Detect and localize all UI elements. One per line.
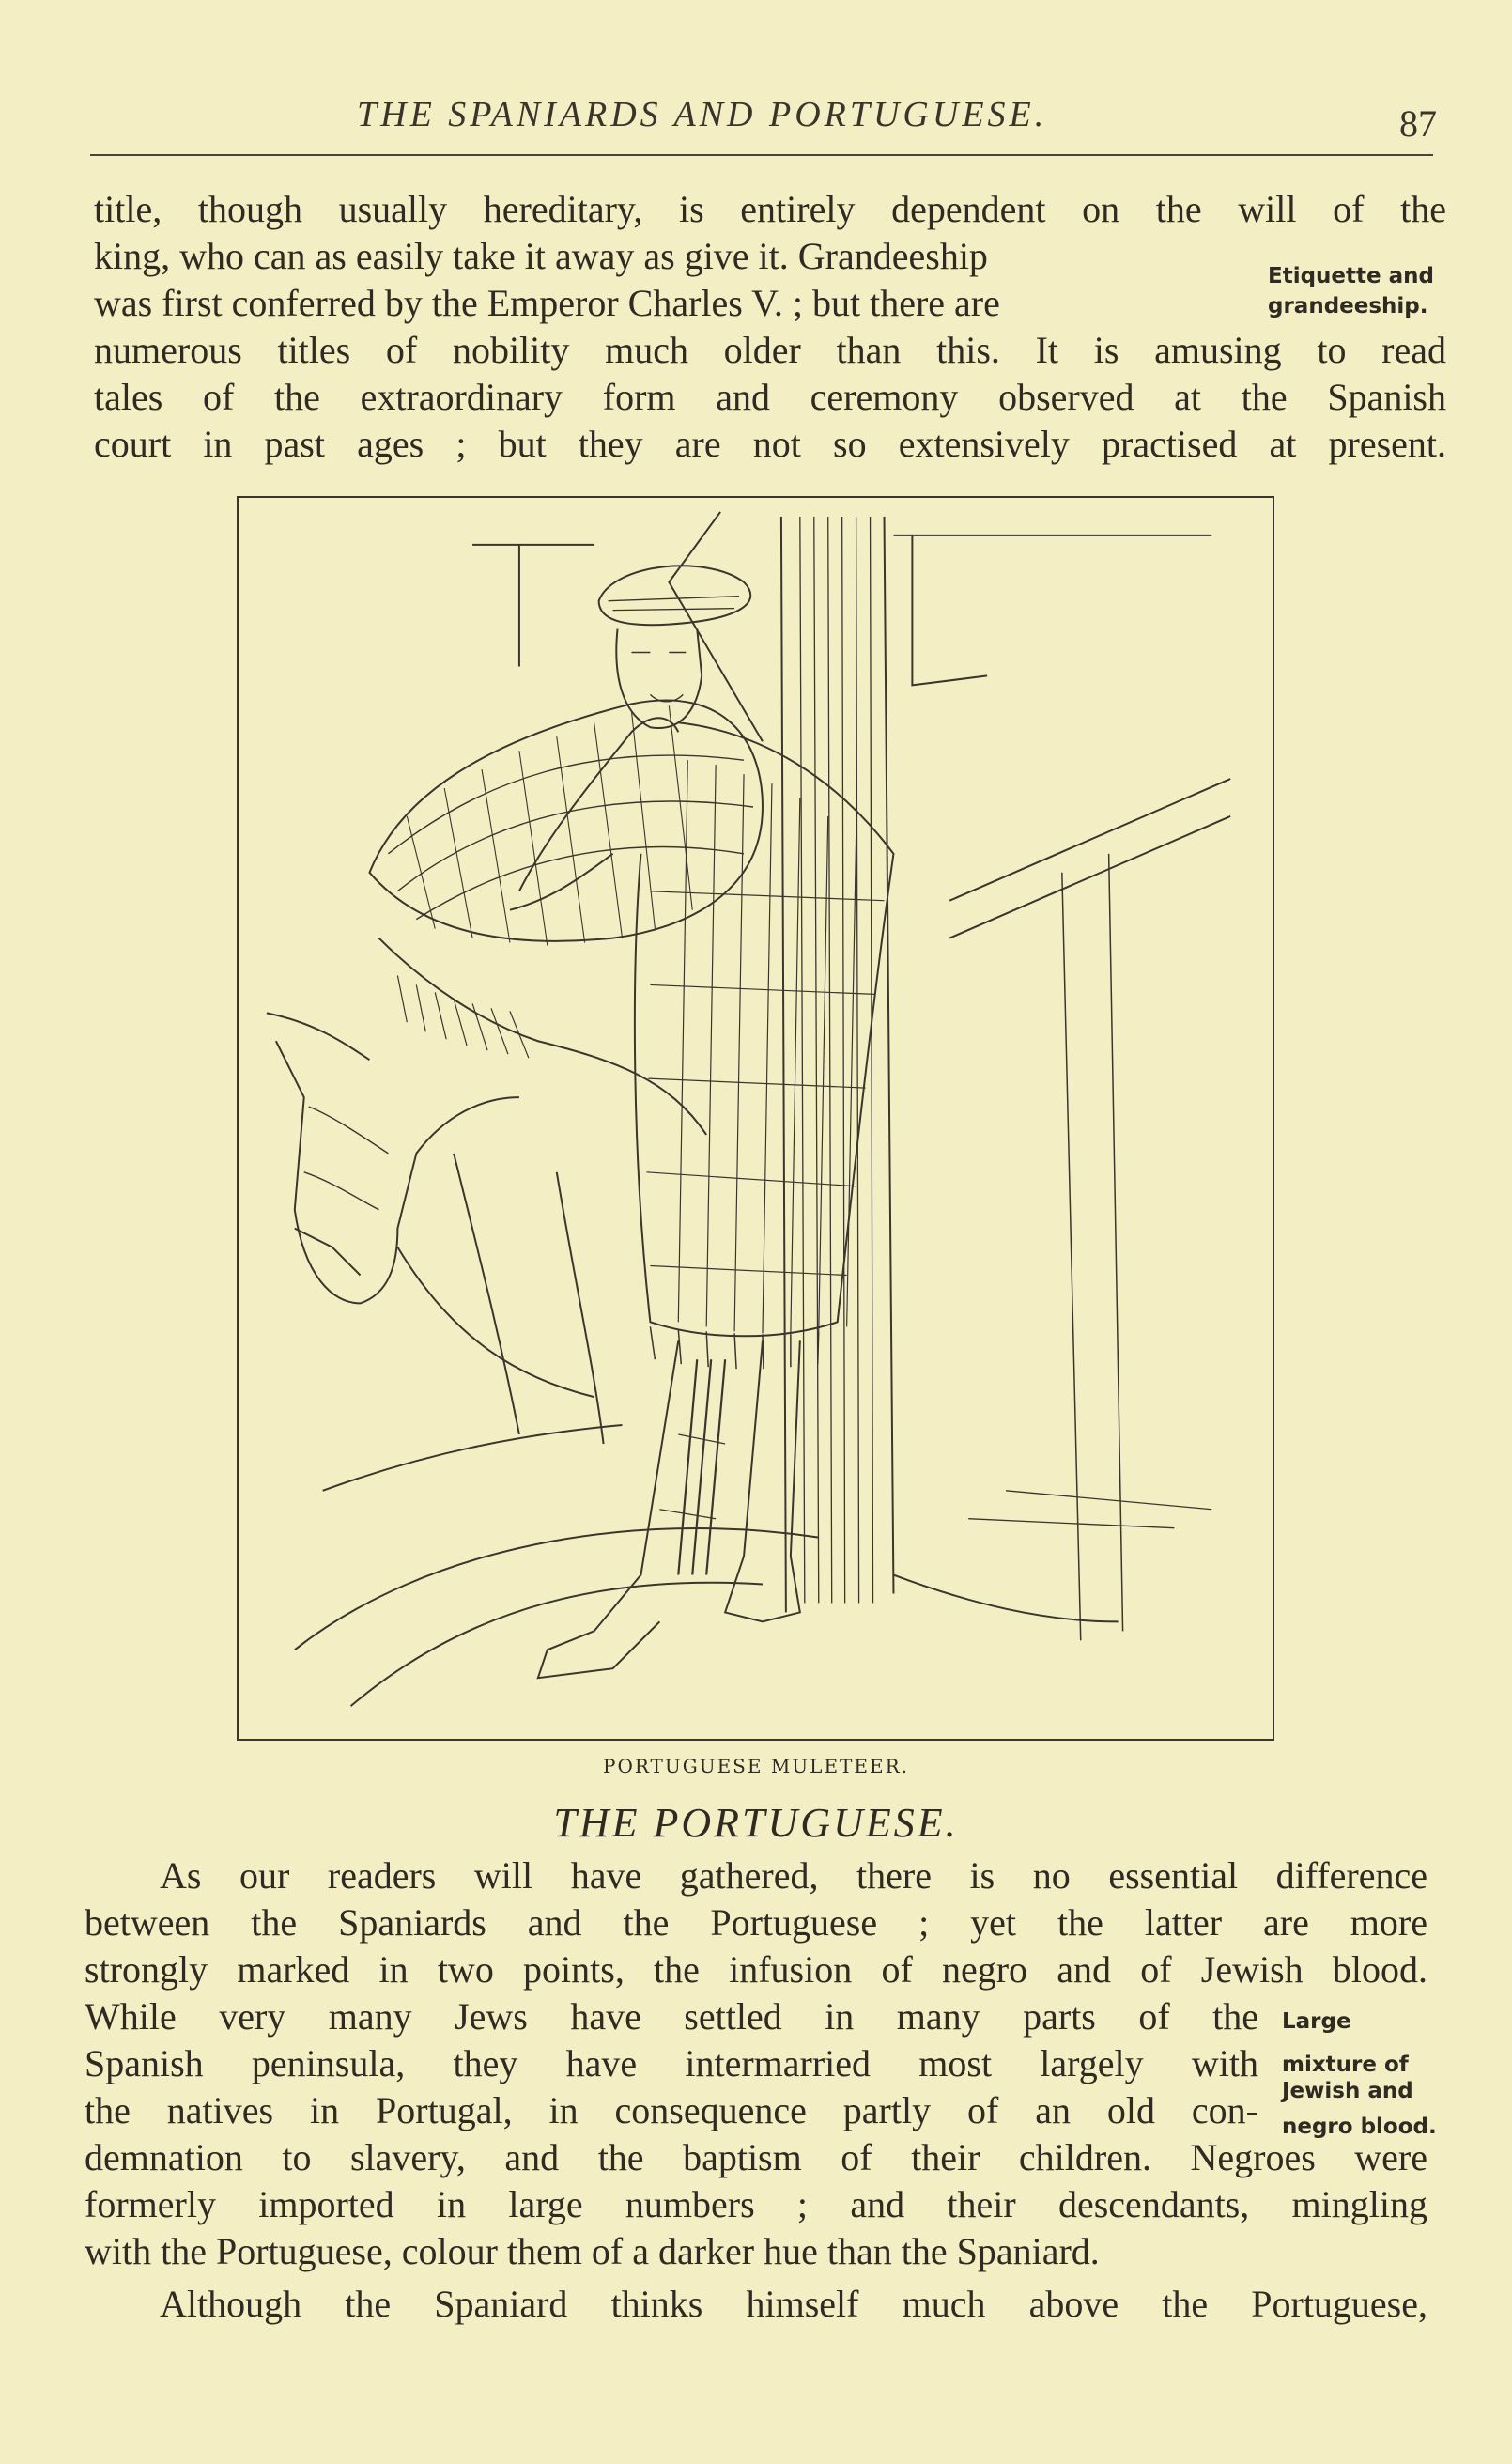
section-heading: THE PORTUGUESE. — [553, 1800, 959, 1846]
text-line: the natives in Portugal, in consequence partly of an old con- — [85, 2089, 1258, 2131]
figure-caption: PORTUGUESE MULETEER. — [602, 1755, 909, 1777]
text-line: was first conferred by the Emperor Charles V. ; but there are — [94, 282, 1000, 324]
sidenote-line: Etiquette and — [1268, 264, 1434, 288]
sidenote-large-mixture — [1282, 2008, 1437, 2140]
text-line: with the Portuguese, colour them of a darker hue than the Spaniard. — [85, 2230, 1100, 2272]
text-line: As our readers will have gathered, there is no essential difference — [160, 1854, 1427, 1897]
sidenote-etiquette — [1268, 263, 1434, 319]
text-line: strongly marked in two points, the infusion of negro and of Jewish blood. — [85, 1948, 1427, 1991]
text-line: king, who can as easily take it away as give it. Grandeeship — [94, 235, 988, 277]
text-line: court in past ages ; but they are not so extensively practised at present. — [94, 423, 1446, 465]
text-line: numerous titles of nobility much older than this. It is amusing to read — [94, 329, 1446, 371]
sidenote-line: negro blood. — [1282, 2115, 1437, 2139]
text-line: formerly imported in large numbers ; and their descendants, mingling — [85, 2183, 1427, 2225]
text-line: tales of the extraordinary form and ceremony observed at the Spanish — [94, 376, 1446, 418]
text-line: title, though usually hereditary, is entirely dependent on the will of the — [94, 188, 1446, 230]
header-rule — [90, 154, 1433, 156]
muleteer-engraving — [239, 498, 1273, 1739]
text-line: Although the Spaniard thinks himself much above the Portuguese, — [160, 2283, 1427, 2325]
running-head: THE SPANIARDS AND PORTUGUESE. — [357, 95, 1048, 134]
text-line: While very many Jews have settled in many parts of the — [85, 1995, 1258, 2038]
page-number: 87 — [1399, 102, 1437, 145]
sidenote-line: Jewish and — [1282, 2079, 1413, 2103]
sidenote-line: grandeeship. — [1268, 294, 1428, 318]
text-line: Spanish peninsula, they have intermarried most largely with — [85, 2042, 1258, 2084]
text-line: demnation to slavery, and the baptism of their children. Negroes were — [85, 2136, 1427, 2178]
engraving-illustration — [237, 496, 1274, 1741]
sidenote-line: mixture of — [1282, 2053, 1409, 2077]
sidenote-line: Large — [1282, 2009, 1351, 2034]
top-paragraph — [94, 186, 1446, 468]
section-paragraph-1 — [85, 1852, 1427, 2275]
section-paragraph-2 — [85, 2281, 1427, 2328]
text-line: between the Spaniards and the Portuguese ; yet the latter are more — [85, 1901, 1427, 1944]
